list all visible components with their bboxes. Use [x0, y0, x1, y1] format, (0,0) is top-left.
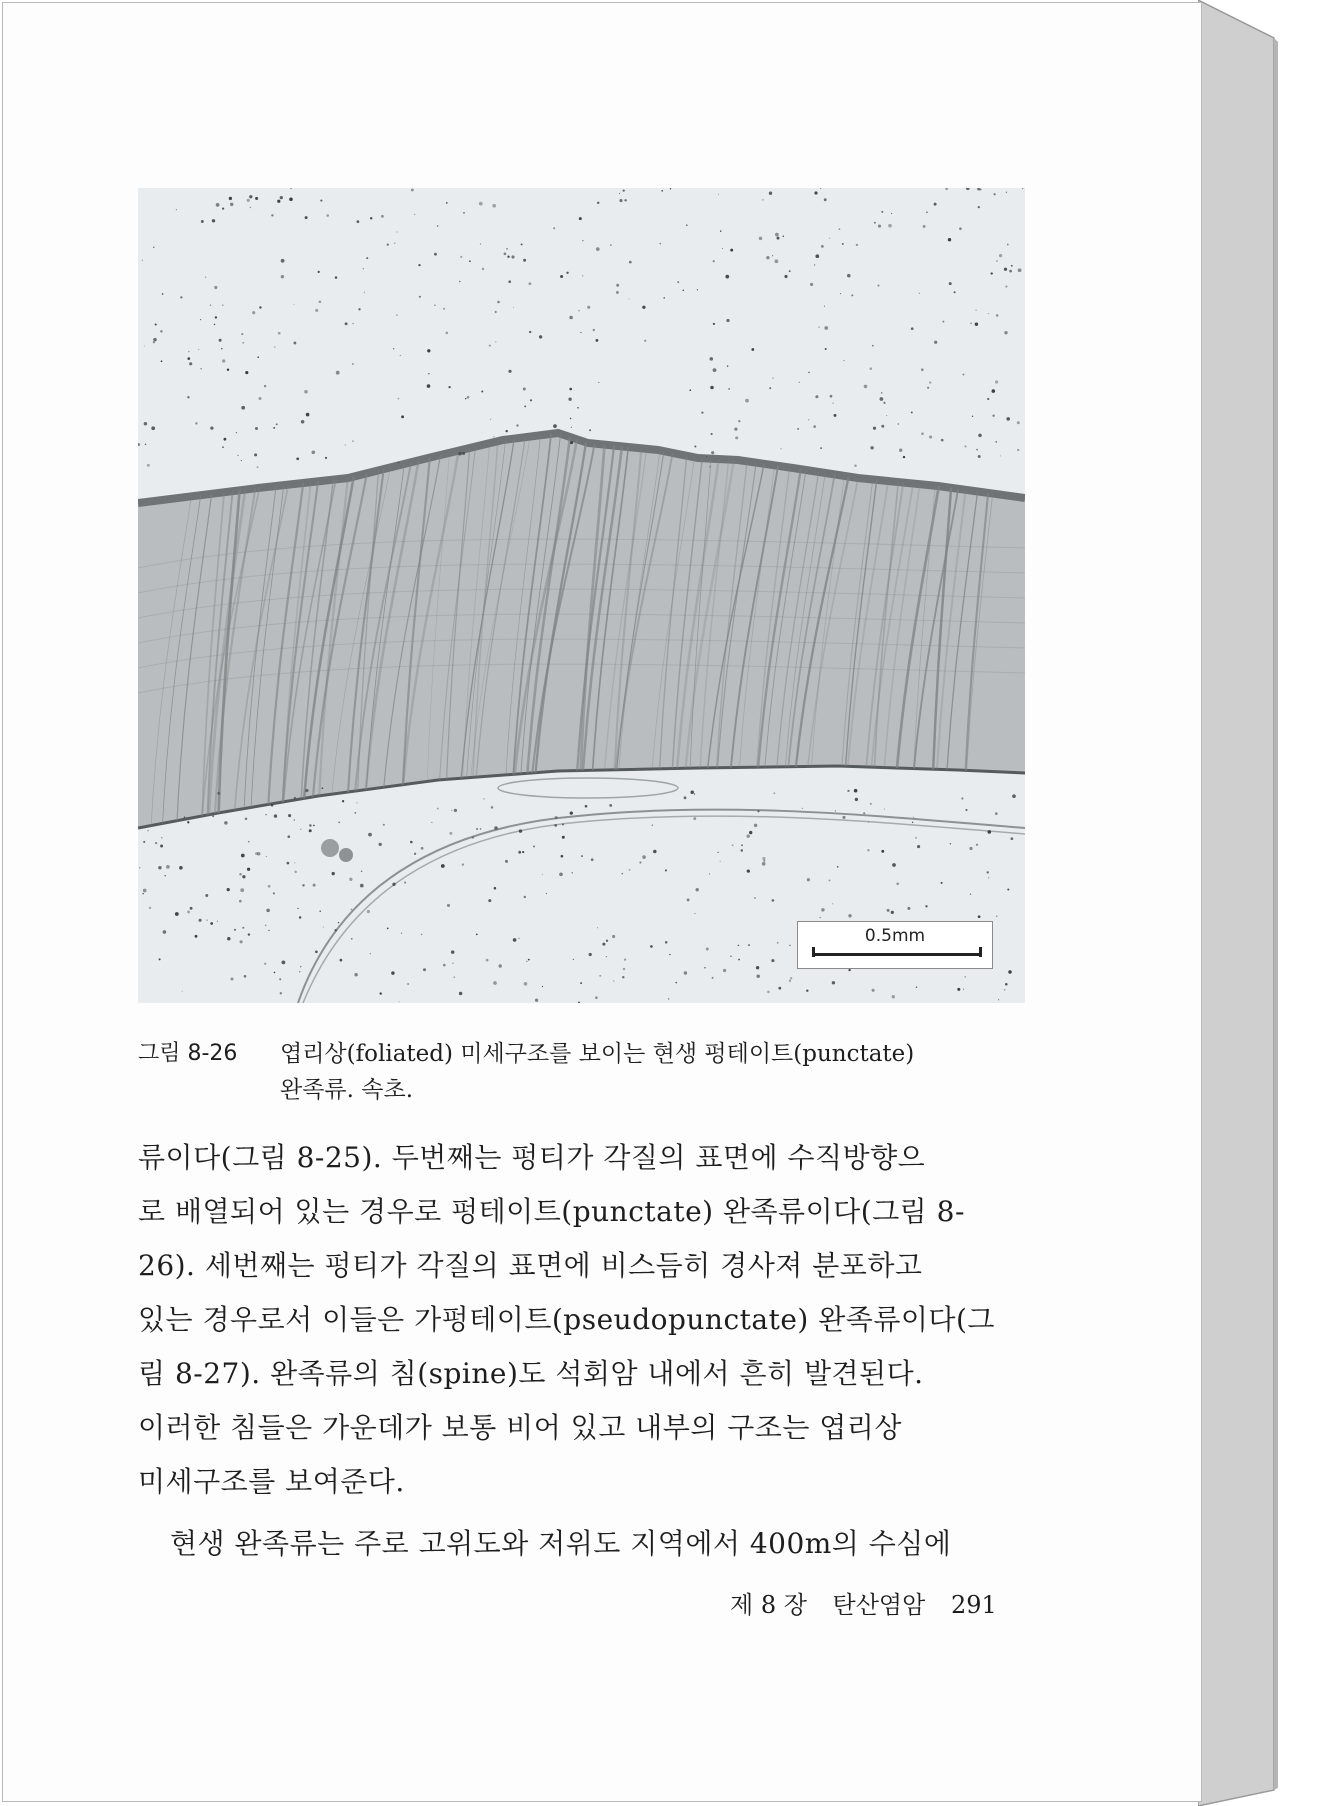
body-line: 이러한 침들은 가운데가 보통 비어 있고 내부의 구조는 엽리상	[138, 1411, 902, 1444]
shell-micrograph-image	[138, 188, 1025, 1003]
chapter-title: 탄산염암	[832, 1591, 926, 1619]
scale-bar-label: 0.5mm	[864, 926, 926, 946]
page-footer	[730, 1585, 1015, 1620]
body-line: 로 배열되어 있는 경우로 펑테이트(punctate) 완족류이다(그림 8-	[138, 1195, 965, 1228]
body-line: 미세구조를 보여준다.	[138, 1465, 405, 1498]
scale-bar-line	[812, 953, 982, 956]
chapter-label: 제 8 장	[730, 1591, 807, 1619]
micrograph-figure	[138, 188, 1025, 1003]
body-line: 있는 경우로서 이들은 가펑테이트(pseudopunctate) 완족류이다(그	[138, 1303, 995, 1336]
body-line: 26). 세번째는 펑티가 각질의 표면에 비스듬히 경사져 분포하고	[138, 1249, 923, 1282]
page-number: 291	[950, 1591, 997, 1619]
body-line: 류이다(그림 8-25). 두번째는 펑티가 각질의 표면에 수직방향으	[138, 1141, 926, 1174]
body-line: 림 8-27). 완족류의 침(spine)도 석회암 내에서 흔히 발견된다.	[138, 1357, 924, 1390]
scale-bar	[797, 921, 993, 969]
caption-line-1: 엽리상(foliated) 미세구조를 보이는 현생 펑테이트(punctate)	[280, 1041, 915, 1067]
body-line: 현생 완족류는 주로 고위도와 저위도 지역에서 400m의 수심에	[170, 1527, 952, 1560]
caption-number: 그림 8-26	[138, 1041, 238, 1066]
caption-line-2: 완족류. 속초.	[280, 1077, 414, 1103]
book-spine	[1198, 0, 1343, 1806]
